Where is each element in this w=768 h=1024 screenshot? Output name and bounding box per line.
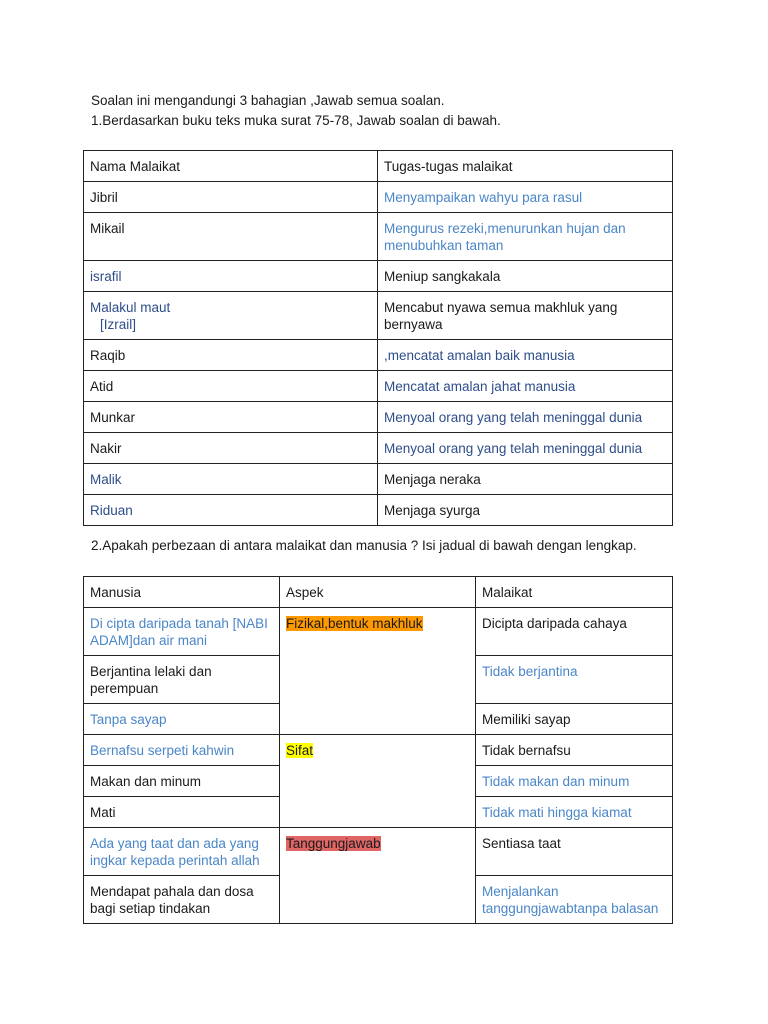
malaikat-name (84, 292, 378, 340)
manusia-cell: Makan dan minum (84, 766, 280, 797)
comparison-table (83, 576, 673, 924)
table-row (84, 261, 673, 292)
malaikat-cell: Sentiasa taat (476, 828, 673, 876)
table-row (84, 371, 673, 402)
table-row (84, 340, 673, 371)
malaikat-cell: Tidak makan dan minum (476, 766, 673, 797)
malaikat-name: israfil (84, 261, 378, 292)
aspect-tanggungjawab: Tanggungjawab (286, 836, 381, 851)
aspect-sifat: Sifat (286, 743, 314, 758)
malaikat-name: Raqib (84, 340, 378, 371)
table-row (84, 608, 673, 656)
malaikat-name: Munkar (84, 402, 378, 433)
manusia-cell: Mendapat pahala dan dosa bagi setiap tindakan (84, 876, 280, 924)
header-malaikat: Malaikat (476, 577, 673, 608)
intro-line-1: Soalan ini mengandungi 3 bahagian ,Jawab semua soalan. (91, 93, 445, 108)
malaikat-task: Menyampaikan wahyu para rasul (378, 182, 673, 213)
table-row (84, 433, 673, 464)
malaikat-cell: Tidak mati hingga kiamat (476, 797, 673, 828)
manusia-cell: Di cipta daripada tanah [NABI ADAM]dan air mani (84, 608, 280, 656)
manusia-cell: Berjantina lelaki dan perempuan (84, 656, 280, 704)
manusia-cell: Bernafsu serpeti kahwin (84, 735, 280, 766)
aspect-cell (280, 735, 476, 828)
table-row (84, 828, 673, 876)
table-row (84, 495, 673, 526)
header-aspek: Aspek (280, 577, 476, 608)
malaikat-cell: Menjalankan tanggungjawabtanpa balasan (476, 876, 673, 924)
malaikat-task: Menyoal orang yang telah meninggal dunia (378, 402, 673, 433)
malaikat-name: Jibril (84, 182, 378, 213)
table-row (84, 735, 673, 766)
intro-line-2: 1.Berdasarkan buku teks muka surat 75-78, Jawab soalan di bawah. (91, 113, 501, 128)
malaikat-task: Mencatat amalan jahat manusia (378, 371, 673, 402)
malaikat-name: Malik (84, 464, 378, 495)
table-row (84, 213, 673, 261)
manusia-cell: Tanpa sayap (84, 704, 280, 735)
manusia-cell: Mati (84, 797, 280, 828)
manusia-cell: Ada yang taat dan ada yang ingkar kepada perintah allah (84, 828, 280, 876)
malaikat-task: Menjaga neraka (378, 464, 673, 495)
table-row (84, 292, 673, 340)
malaikat-task: Mengurus rezeki,menurunkan hujan dan menubuhkan taman (378, 213, 673, 261)
header-nama-malaikat: Nama Malaikat (84, 151, 378, 182)
malaikat-name-line-2: [Izrail] (100, 317, 137, 332)
malaikat-cell: Tidak bernafsu (476, 735, 673, 766)
header-manusia: Manusia (84, 577, 280, 608)
malaikat-task: ,mencatat amalan baik manusia (378, 340, 673, 371)
malaikat-name: Nakir (84, 433, 378, 464)
malaikat-name: Mikail (84, 213, 378, 261)
malaikat-cell: Memiliki sayap (476, 704, 673, 735)
aspect-cell (280, 608, 476, 735)
aspect-fizikal: Fizikal,bentuk makhluk (286, 616, 423, 631)
header-tugas-malaikat: Tugas-tugas malaikat (378, 151, 673, 182)
table-row (84, 182, 673, 213)
aspect-cell (280, 828, 476, 924)
malaikat-name: Riduan (84, 495, 378, 526)
malaikat-task: Meniup sangkakala (378, 261, 673, 292)
malaikat-name-line-1: Malakul maut (90, 300, 171, 315)
malaikat-cell: Dicipta daripada cahaya (476, 608, 673, 656)
table-header-row (84, 151, 673, 182)
table-row (84, 402, 673, 433)
malaikat-duties-table (83, 150, 673, 526)
table-header-row (84, 577, 673, 608)
malaikat-name: Atid (84, 371, 378, 402)
malaikat-task: Menjaga syurga (378, 495, 673, 526)
malaikat-cell: Tidak berjantina (476, 656, 673, 704)
question-2: 2.Apakah perbezaan di antara malaikat dan manusia ? Isi jadual di bawah dengan lengkap. (91, 538, 637, 553)
table-row (84, 464, 673, 495)
malaikat-task: Mencabut nyawa semua makhluk yang bernyawa (378, 292, 673, 340)
malaikat-task: Menyoal orang yang telah meninggal dunia (378, 433, 673, 464)
